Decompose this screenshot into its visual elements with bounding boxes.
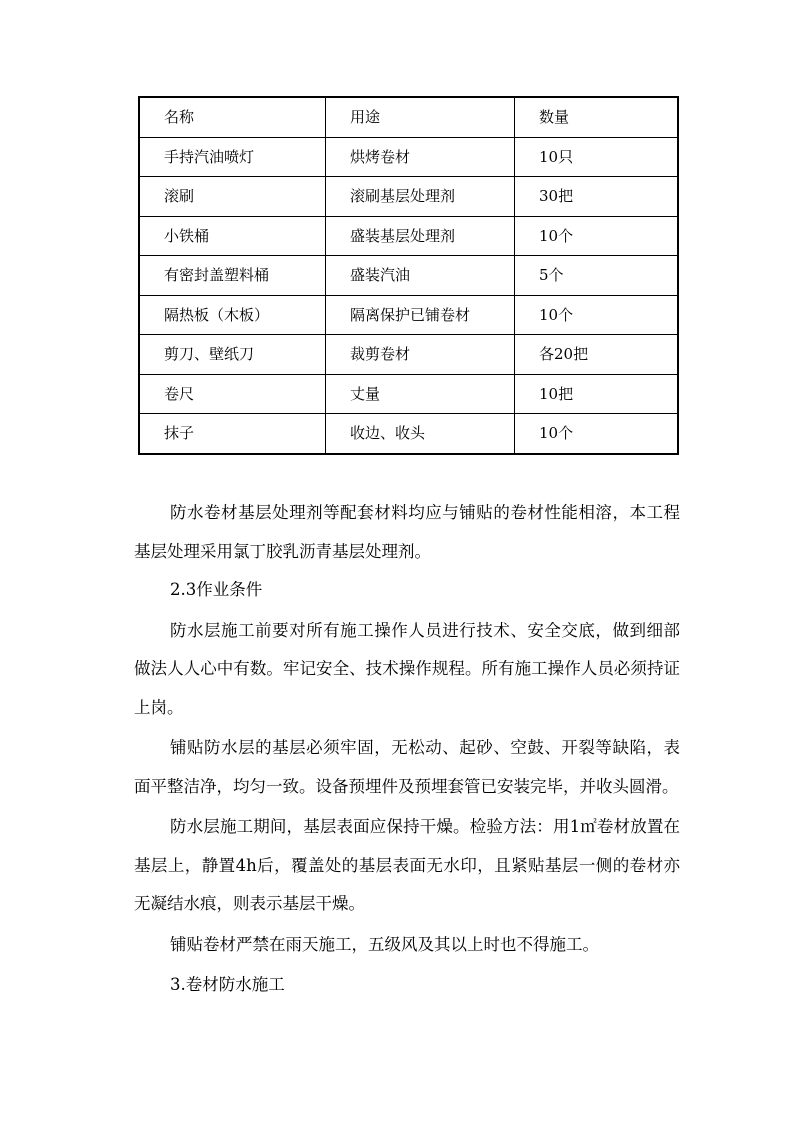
table-cell-quantity: 各20把 [515,335,679,375]
table-cell-usage: 盛装基层处理剂 [326,216,515,256]
table-cell-quantity: 10个 [515,414,679,454]
section-heading-2-3: 2.3作业条件 [170,580,263,599]
table-cell-quantity: 10只 [515,137,679,177]
table-row [139,137,678,177]
table-row [139,295,678,335]
table-cell-name: 滚刷 [139,177,326,217]
table-cell-name: 隔热板（木板） [139,295,326,335]
table-header-cell: 数量 [515,97,679,137]
table-cell-quantity: 10把 [515,374,679,414]
paragraph-base-treatment: 防水卷材基层处理剂等配套材料均应与铺贴的卷材性能相溶，本工程基层处理采用氯丁胶乳沥青基层处理剂。 [134,503,680,561]
table-cell-quantity: 5个 [515,256,679,296]
table-cell-usage: 盛装汽油 [326,256,515,296]
table-row [139,374,678,414]
table-cell-usage: 烘烤卷材 [326,137,515,177]
table-cell-name: 手持汽油喷灯 [139,137,326,177]
table-cell-quantity: 30把 [515,177,679,217]
paragraph-training: 防水层施工前要对所有施工操作人员进行技术、安全交底，做到细部做法人人心中有数。牢记安全、技术操作规程。所有施工操作人员必须持证上岗。 [134,620,680,717]
table-cell-name: 抹子 [139,414,326,454]
table-cell-name: 有密封盖塑料桶 [139,256,326,296]
table-row [139,414,678,454]
section-heading-3: 3.卷材防水施工 [170,975,285,994]
paragraph-dryness-check: 防水层施工期间，基层表面应保持干燥。检验方法：用1㎡卷材放置在基层上，静置4h后，覆盖处的基层表面无水印，且紧贴基层一侧的卷材亦无凝结水痕，则表示基层干燥。 [134,817,680,913]
table-cell-usage: 收边、收头 [326,414,515,454]
paragraph-base-requirements: 铺贴防水层的基层必须牢固，无松动、起砂、空鼓、开裂等缺陷，表面平整洁净，均匀一致。设备预埋件及预埋套管已安装完毕，并收头圆滑。 [134,738,680,796]
table-cell-name: 小铁桶 [139,216,326,256]
table-cell-quantity: 10个 [515,295,679,335]
paragraph-weather: 铺贴卷材严禁在雨天施工，五级风及其以上时也不得施工。 [170,934,599,954]
document-body [134,494,680,1005]
table-row [139,177,678,217]
table-cell-name: 剪刀、壁纸刀 [139,335,326,375]
table-cell-name: 卷尺 [139,374,326,414]
table-header-row [139,97,678,137]
table-row [139,256,678,296]
table-cell-usage: 丈量 [326,374,515,414]
table-header-cell: 名称 [139,97,326,137]
table-header-cell: 用途 [326,97,515,137]
table-cell-usage: 隔离保护已铺卷材 [326,295,515,335]
table-cell-usage: 裁剪卷材 [326,335,515,375]
table-cell-usage: 滚刷基层处理剂 [326,177,515,217]
table-cell-quantity: 10个 [515,216,679,256]
table-row [139,216,678,256]
tools-table [138,96,679,455]
table-row [139,335,678,375]
